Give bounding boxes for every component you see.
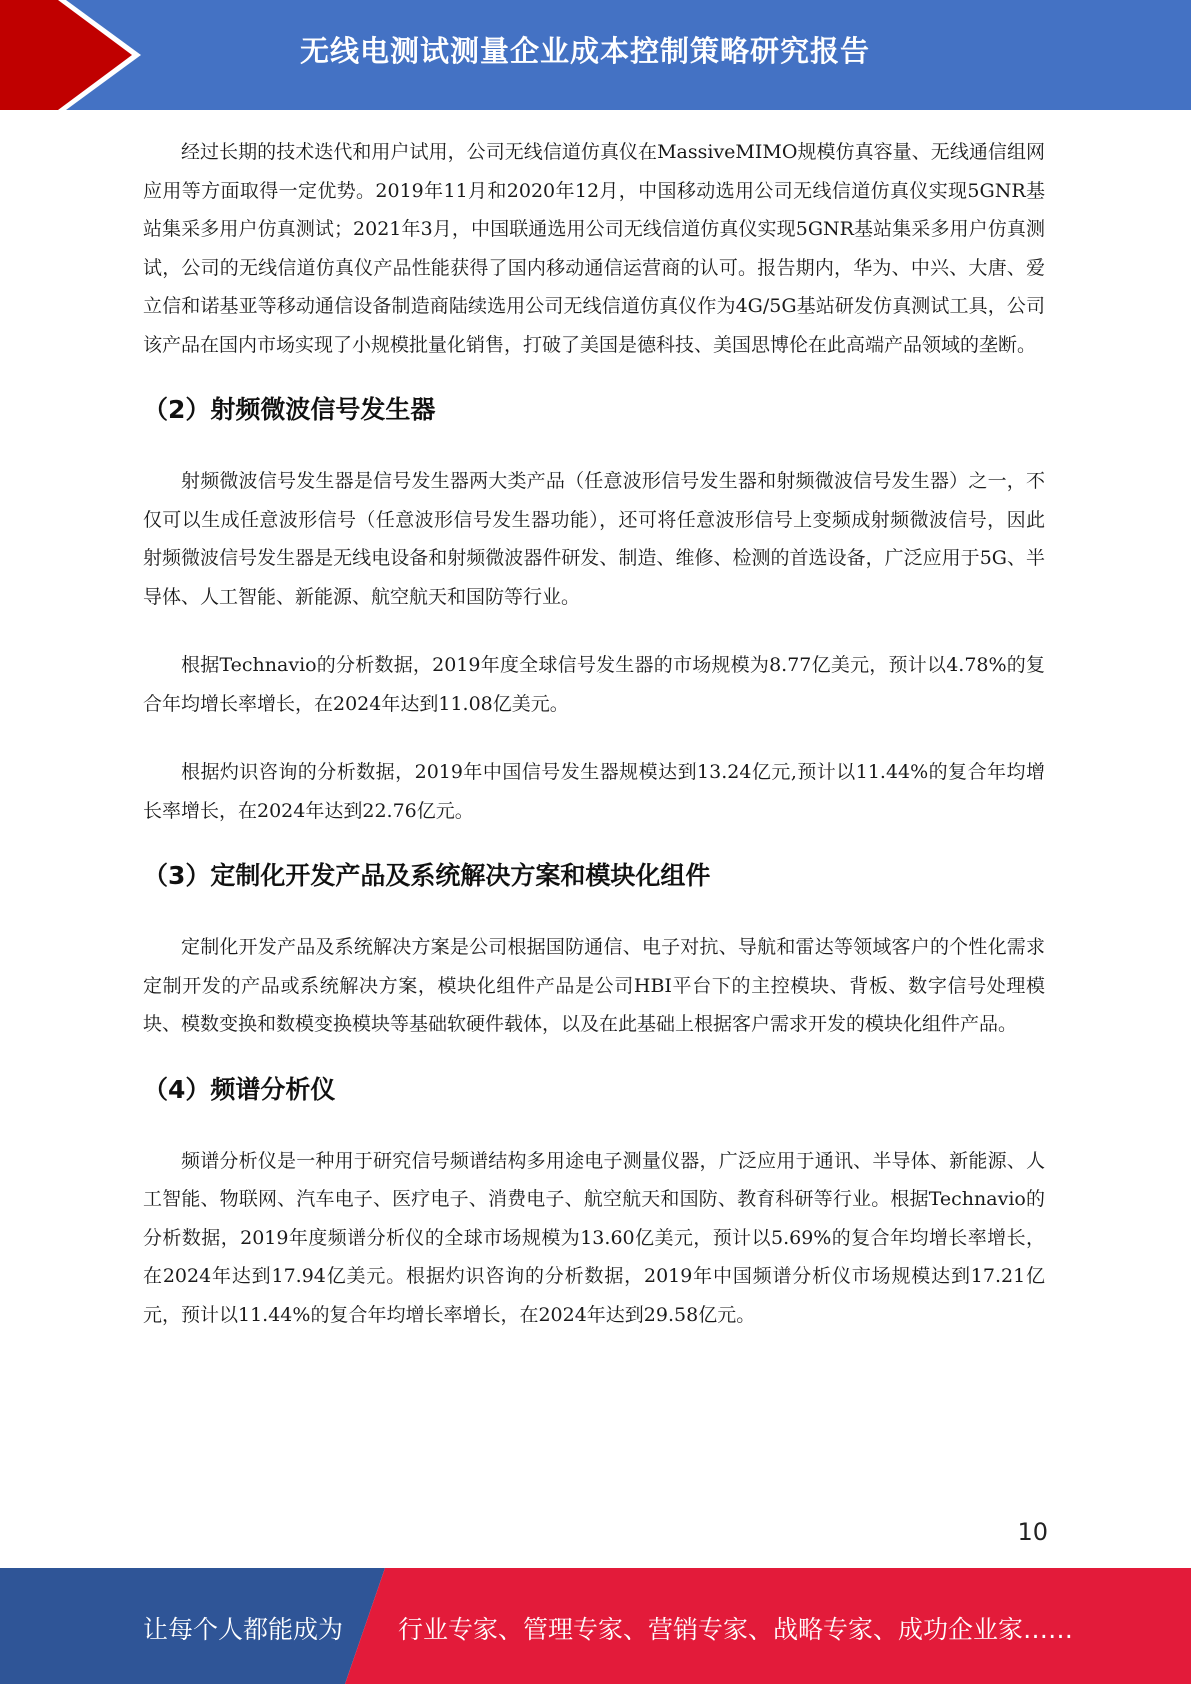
section-heading-signal-generator: （2）射频微波信号发生器 [143, 395, 436, 424]
footer-slogan-left: 让每个人都能成为 [143, 1615, 344, 1644]
footer-slogan-right: 行业专家、管理专家、营销专家、战略专家、成功企业家…… [398, 1615, 1074, 1644]
paragraph-channel-emulator: 经过长期的技术迭代和用户试用，公司无线信道仿真仪在MassiveMIMO规模仿真容量、无线通信组网应用等方面取得一定优势。2019年11月和2020年12月，中国移动选用公司无线信道仿真仪实现5GNR基站集采多用户仿真测试；2021年3月，中国联通选用公司无线信道仿真仪实现5GNR基站集采多用户仿真测试，公司的无线信道仿真仪产品性能获得了国内移动通信运营商的认可。报告期内，华为、中兴、大唐、爱立信和诺基亚等移动通信设备制造商陆续选用公司无线信道仿真仪作为4G/5G基站研发仿真测试工具，公司该产品在国内市场实现了小规模批量化销售，打破了美国是德科技、美国思博伦在此高端产品领域的垄断。 [143, 141, 1045, 356]
paragraph-china-market: 根据灼识咨询的分析数据，2019年中国信号发生器规模达到13.24亿元,预计以11.44%的复合年均增长率增长，在2024年达到22.76亿元。 [143, 761, 1045, 822]
section-heading-spectrum-analyzer: （4）频谱分析仪 [143, 1074, 336, 1104]
paragraph-spectrum-analyzer: 频谱分析仪是一种用于研究信号频谱结构多用途电子测量仪器，广泛应用于通讯、半导体、新能源、人工智能、物联网、汽车电子、医疗电子、消费电子、航空航天和国防、教育科研等行业。根据Technavio的分析数据，2019年度频谱分析仪的全球市场规模为13.60亿美元，预计以5.69%的复合年均增长率增长，在2024年达到17.94亿美元。根据灼识咨询的分析数据，2019年中国频谱分析仪市场规模达到17.21亿元，预计以11.44%的复合年均增长率增长，在2024年达到29.58亿元。 [143, 1149, 1045, 1326]
section-heading-custom-solutions: （3）定制化开发产品及系统解决方案和模块化组件 [143, 861, 711, 890]
page-number: 10 [1017, 1518, 1048, 1546]
page-content [143, 133, 1045, 1334]
paragraph-custom-solutions: 定制化开发产品及系统解决方案是公司根据国防通信、电子对抗、导航和雷达等领域客户的个性化需求定制开发的产品或系统解决方案，模块化组件产品是公司HBI平台下的主控模块、背板、数字信号处理模块、模数变换和数模变换模块等基础软硬件载体，以及在此基础上根据客户需求开发的模块化组件产品。 [143, 936, 1045, 1035]
paragraph-signal-generator-intro: 射频微波信号发生器是信号发生器两大类产品（任意波形信号发生器和射频微波信号发生器）之一，不仅可以生成任意波形信号（任意波形信号发生器功能），还可将任意波形信号上变频成射频微波信号，因此射频微波信号发生器是无线电设备和射频微波器件研发、制造、维修、检测的首选设备，广泛应用于5G、半导体、人工智能、新能源、航空航天和国防等行业。 [143, 470, 1045, 608]
paragraph-global-market: 根据Technavio的分析数据，2019年度全球信号发生器的市场规模为8.77亿美元，预计以4.78%的复合年均增长率增长，在2024年达到11.08亿美元。 [143, 654, 1045, 715]
page-header [0, 0, 1191, 110]
chevron-arrow-icon [0, 0, 150, 110]
document-title: 无线电测试测量企业成本控制策略研究报告 [300, 34, 871, 68]
